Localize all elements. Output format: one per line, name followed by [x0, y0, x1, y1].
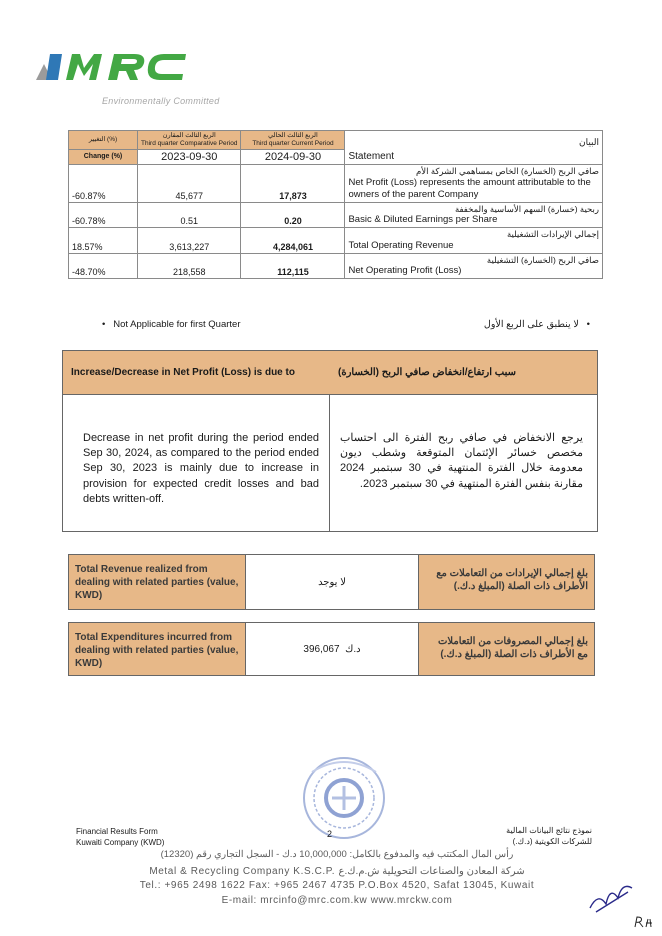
- table-row: [69, 202, 603, 228]
- table-row: [69, 165, 603, 202]
- statement-cell: [345, 253, 603, 279]
- statement-cell: [345, 202, 603, 228]
- current-value: 4,284,061: [241, 228, 345, 254]
- statement-header-ar: البيان: [578, 136, 599, 147]
- statement-header: [345, 131, 603, 165]
- form-name-en: [76, 827, 164, 849]
- reason-header: [63, 351, 597, 395]
- related-expenditures-value-cell: [245, 623, 418, 675]
- related-expenditures-label-en: Total Expenditures incurred from dealing with related parties (value, KWD): [69, 623, 245, 675]
- statement-cell: [345, 228, 603, 254]
- current-value: 17,873: [241, 165, 345, 202]
- current-value: 0.20: [241, 202, 345, 228]
- statement-label-en: Total Operating Revenue: [348, 239, 454, 251]
- form-name-line-1: Financial Results Form: [76, 827, 158, 836]
- company-name-line: Metal & Recycling Company K.S.C.P. شركة المعادن والصناعات التحويلية ش.م.ك.ع: [149, 866, 525, 877]
- page-number: 2: [327, 829, 333, 839]
- comparative-date: 2023-09-30: [138, 150, 241, 165]
- table-header-row: [69, 131, 603, 150]
- reason-body: [63, 395, 597, 532]
- statement-label-ar: صافي الربح (الخسارة) التشغيلية: [486, 254, 599, 265]
- comparative-value: 45,677: [138, 165, 241, 202]
- comparative-header-ar: الربع الثالث المقارن: [162, 132, 216, 139]
- initials-mark-icon: [633, 915, 655, 929]
- signature-icon: [588, 878, 636, 914]
- change-header-en: Change (%): [69, 150, 138, 165]
- comparative-header-en: Third quarter Comparative Period: [141, 140, 238, 148]
- statement-label-en: Net Profit (Loss) represents the amount attributable to the owners of the parent Company: [348, 176, 591, 200]
- related-expenditures-unit: د.ك: [345, 643, 361, 655]
- statement-label-ar: صافي الربح (الخسارة) الخاص بمساهمي الشركة الأم: [416, 166, 599, 177]
- current-date: 2024-09-30: [241, 150, 345, 165]
- change-value: -60.78%: [69, 202, 138, 228]
- related-expenditures-box: [68, 622, 595, 676]
- change-value: -60.87%: [69, 165, 138, 202]
- note-text-ar: لا ينطبق على الربع الأول: [483, 319, 579, 330]
- financial-results-table: [68, 130, 603, 279]
- statement-label-ar: إجمالي الإيرادات التشغيلية: [507, 229, 599, 240]
- change-header-ar: التغيير (%): [88, 136, 118, 144]
- reason-title-ar: سبب ارتفاع/انخفاض صافي الربح (الخسارة): [338, 367, 516, 378]
- note-text-en: Not Applicable for first Quarter: [113, 319, 241, 330]
- change-header: [69, 131, 138, 150]
- related-expenditures-value: 396,067: [303, 643, 340, 655]
- current-value: 112,115: [241, 253, 345, 279]
- table-row: [69, 253, 603, 279]
- not-applicable-note-ar: [484, 319, 590, 330]
- company-seal-icon: [292, 752, 396, 844]
- form-name-ar: [506, 826, 592, 848]
- statement-label-en: Basic & Diluted Earnings per Share: [348, 214, 498, 226]
- form-name-ar-line-2: للشركات الكويتية (د.ك.): [512, 836, 592, 846]
- statement-label-en: Net Operating Profit (Loss): [348, 265, 462, 277]
- reason-text-en: Decrease in net profit during the period ended Sep 30, 2024, as compared to the period ended Sep 30, 2023 is mainly due to increase in provision for expected credit losses and bad debts written-off.: [63, 395, 330, 532]
- table-row: [69, 228, 603, 254]
- statement-header-en: Statement: [348, 150, 395, 162]
- profit-change-reason-box: [62, 350, 598, 532]
- contact-email-web: E-mail: mrcinfo@mrc.com.kw www.mrckw.com: [221, 895, 453, 906]
- current-header-ar: الربع الثالث الحالي: [268, 132, 318, 139]
- logo-tagline: Environmentally Committed: [102, 96, 220, 106]
- form-name-line-2: Kuwaiti Company (KWD): [76, 837, 165, 847]
- related-revenue-label-ar: بلغ إجمالي الإيرادات من التعاملات مع الأطراف ذات الصلة (المبلغ د.ك.): [419, 555, 594, 609]
- change-value: -48.70%: [69, 253, 138, 279]
- comparative-value: 218,558: [138, 253, 241, 279]
- bullet-icon: •: [102, 319, 106, 330]
- not-applicable-note-en: [102, 319, 241, 330]
- capital-line: رأس المال المكتتب فيه والمدفوع بالكامل: 10,000,000 د.ك - السجل التجاري رقم (12320): [160, 849, 514, 860]
- form-name-ar-line-1: نموذج نتائج البيانات المالية: [506, 826, 592, 835]
- comparative-value: 3,613,227: [138, 228, 241, 254]
- contact-phones: Tel.: +965 2498 1622 Fax: +965 2467 4735 P.O.Box 4520, Safat 13045, Kuwait: [139, 880, 535, 891]
- current-header-en: Third quarter Current Period: [252, 140, 334, 148]
- reason-title-en: Increase/Decrease in Net Profit (Loss) is due to: [71, 367, 295, 378]
- related-revenue-label-en: Total Revenue realized from dealing with related parties (value, KWD): [69, 555, 245, 609]
- statement-label-ar: ربحية (خسارة) السهم الأساسية والمخففة: [454, 203, 599, 214]
- statement-cell: [345, 165, 603, 202]
- related-expenditures-label-ar: بلغ إجمالي المصروفات من التعاملات مع الأطراف ذات الصلة (المبلغ د.ك.): [419, 623, 594, 675]
- company-logo: [36, 44, 236, 110]
- change-value: 18.57%: [69, 228, 138, 254]
- comparative-period-header: [138, 131, 241, 150]
- bullet-icon: •: [586, 319, 590, 330]
- related-revenue-box: [68, 554, 595, 610]
- reason-text-ar: يرجع الانخفاض في صافي ربح الفترة الى احتساب مخصص خسائر الإئتمان المتوقعة وشطب ديون معدومة خلال الفترة المنتهية في 30 سبتمبر 2024 مقارنة بنفس الفترة المنتهية في 30 سبتمبر 2023.: [340, 432, 583, 490]
- mrc-logo-icon: [36, 44, 236, 94]
- comparative-value: 0.51: [138, 202, 241, 228]
- current-period-header: [241, 131, 345, 150]
- related-revenue-value: لا يوجد: [245, 555, 418, 609]
